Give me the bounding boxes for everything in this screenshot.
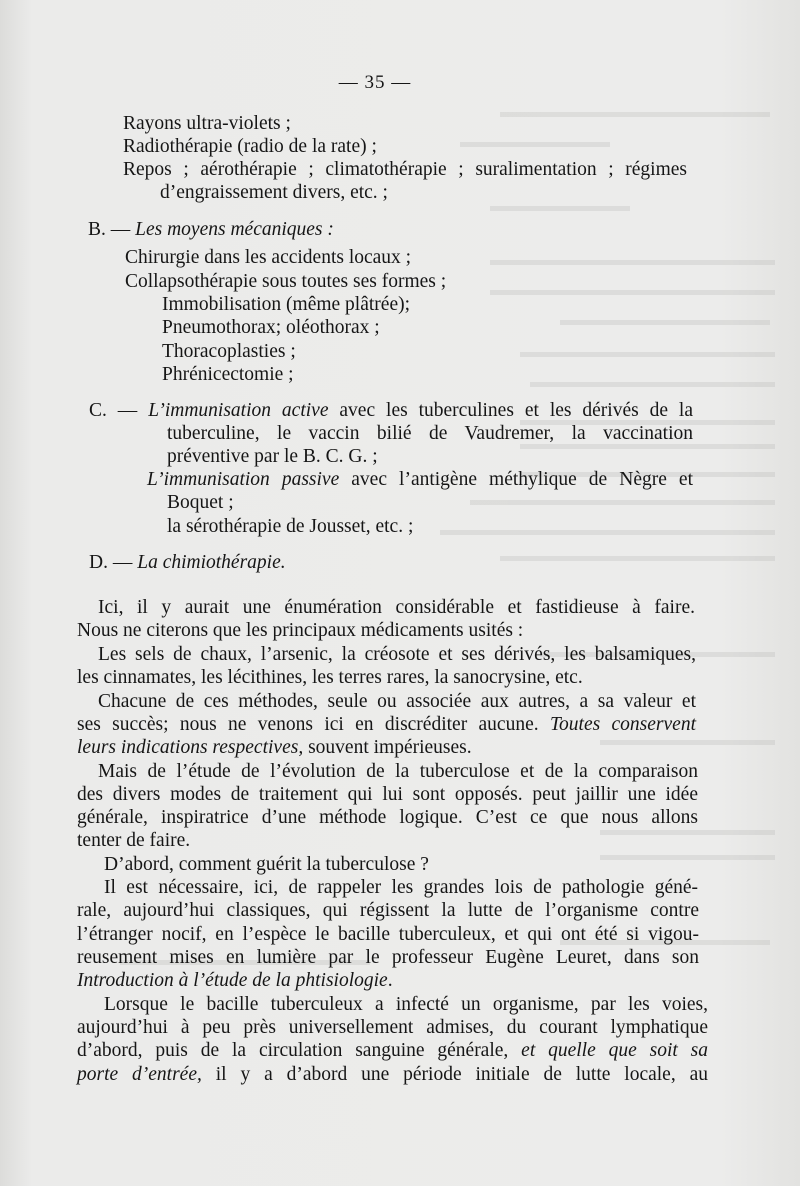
text-run: d’abord, puis de la circulation sanguine générale,: [77, 1040, 509, 1061]
section-heading-b: [88, 218, 334, 241]
text-line: d’engraissement divers, etc. ;: [160, 182, 388, 203]
text-line: [77, 713, 696, 736]
text-line: Pneumothorax; oléothorax ;: [162, 317, 380, 338]
text-line: Rayons ultra-violets ;: [123, 113, 291, 134]
text-run: il y a d’abord une période initiale de lutte locale, au: [215, 1064, 708, 1085]
text-line: la sérothérapie de Jousset, etc. ;: [167, 516, 414, 537]
text-line: tuberculine, le vaccin bilié de Vaudremer, la vaccination: [167, 423, 693, 444]
text-line: Immobilisation (même plâtrée);: [162, 294, 411, 315]
text-run: ses succès; nous ne venons ici en discréditer aucune.: [77, 714, 539, 735]
text-line: Chacune de ces méthodes, seule ou associée aux autres, a sa valeur et: [98, 691, 696, 712]
section-label: C. —: [89, 400, 138, 421]
section-title: La chimiothérapie.: [137, 552, 286, 573]
text-line: D’abord, comment guérit la tuberculose ?: [104, 854, 429, 875]
text-line: [147, 468, 693, 491]
text-line: Nous ne citerons que les principaux médicaments usités :: [77, 620, 524, 641]
italic-run: Introduction à l’étude de la phtisiologie: [77, 970, 388, 991]
text-line: aujourd’hui à peu près universellement admises, du courant lymphatique: [77, 1017, 708, 1038]
text-line: les cinnamates, les lécithines, les terres rares, la sanocrysine, etc.: [77, 667, 583, 688]
text-run: souvent impérieuses.: [308, 737, 472, 758]
text-line: tenter de faire.: [77, 830, 191, 851]
text-line: Collapsothérapie sous toutes ses formes ;: [125, 271, 447, 292]
text-line: Repos ; aérothérapie ; climatothérapie ; suralimentation ; régimes: [123, 159, 687, 180]
text-line: [77, 736, 472, 759]
italic-run: porte d’entrée,: [77, 1064, 202, 1085]
text-line: Boquet ;: [167, 492, 234, 513]
italic-run: leurs indications respectives,: [77, 737, 304, 758]
text-line: Il est nécessaire, ici, de rappeler les grandes lois de pathologie géné-: [104, 877, 698, 898]
section-title: Les moyens mécaniques :: [135, 219, 334, 240]
text-run: avec les tuberculines et les dérivés de la: [339, 400, 694, 421]
italic-run: Toutes conservent: [549, 714, 696, 735]
section-title: L’immunisation active: [148, 400, 329, 421]
text-line: préventive par le B. C. G. ;: [167, 446, 378, 467]
section-heading-d: [89, 551, 286, 574]
text-run: .: [387, 970, 393, 991]
text-line: Phrénicectomie ;: [162, 364, 294, 385]
page-number: — 35 —: [338, 72, 412, 93]
text-run: avec l’antigène méthylique de Nègre et: [351, 469, 693, 490]
italic-run: et quelle que soit sa: [521, 1040, 709, 1061]
text-line: Chirurgie dans les accidents locaux ;: [125, 247, 412, 268]
section-label: B. —: [88, 219, 131, 240]
italic-run: L’immunisation passive: [147, 469, 340, 490]
text-line: Radiothérapie (radio de la rate) ;: [123, 136, 377, 157]
text-line: générale, inspiratrice d’une méthode logique. C’est ce que nous allons: [77, 807, 698, 828]
text-line: des divers modes de traitement qui lui sont opposés. peut jaillir une idée: [77, 784, 698, 805]
text-line: rale, aujourd’hui classiques, qui régissent la lutte de l’organisme contre: [77, 900, 699, 921]
text-line: l’étranger nocif, en l’espèce le bacille tuberculeux, et qui ont été si vigou-: [77, 924, 699, 945]
text-line: Lorsque le bacille tuberculeux a infecté un organisme, par les voies,: [104, 994, 708, 1015]
text-line: [77, 1063, 708, 1086]
text-line: Ici, il y aurait une énumération considérable et fastidieuse à faire.: [98, 597, 695, 618]
text-line: Les sels de chaux, l’arsenic, la créosote et ses dérivés, les balsamiques,: [98, 644, 696, 665]
text-line: reusement mises en lumière par le professeur Eugène Leuret, dans son: [77, 947, 699, 968]
text-line: [77, 969, 393, 992]
text-line: Mais de l’étude de l’évolution de la tuberculose et de la comparaison: [98, 761, 698, 782]
text-line: Thoracoplasties ;: [162, 341, 296, 362]
text-line: [77, 1039, 708, 1062]
section-label: D. —: [89, 552, 133, 573]
section-heading-c: [89, 399, 693, 422]
